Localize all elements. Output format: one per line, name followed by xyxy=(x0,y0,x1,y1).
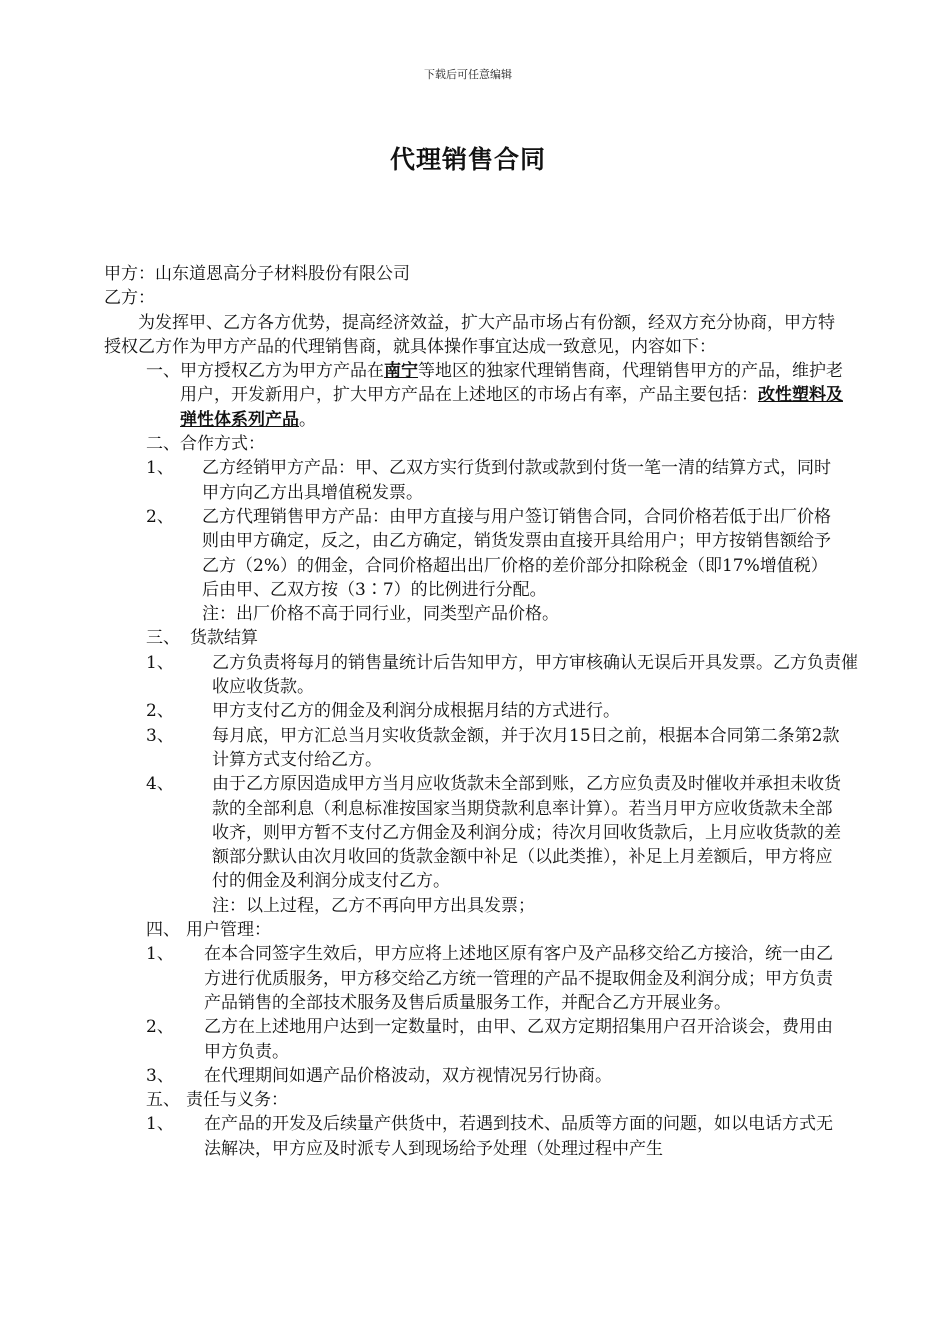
section-1-num: 一、 xyxy=(146,361,180,382)
section-2-heading: 二、合作方式： xyxy=(146,434,265,455)
section-1-region: 南宁 xyxy=(384,361,418,382)
item-text: 乙方在上述地用户达到一定数量时，由甲、乙双方定期招集用户召开洽谈会，费用由甲方负责。 xyxy=(204,1017,833,1062)
contract-body xyxy=(104,262,858,1161)
section-3-item-4 xyxy=(146,772,844,893)
item-num: 1、 xyxy=(146,1114,174,1135)
section-3-item-1 xyxy=(146,651,861,700)
section-3-title: 货款结算 xyxy=(190,628,258,649)
item-text: 甲方支付乙方的佣金及利润分成根据月结的方式进行。 xyxy=(212,701,620,722)
item-text: 乙方经销甲方产品：甲、乙双方实行货到付款或款到付货一笔一清的结算方式，同时甲方向乙方出具增值税发票。 xyxy=(202,458,831,503)
section-3-item-2 xyxy=(146,699,844,723)
item-text: 由于乙方原因造成甲方当月应收货款未全部到账，乙方应负责及时催收并承担未收货款的全部利息（利息标准按国家当期贷款利息率计算）。若当月甲方应收货款未全部收齐，则甲方暂不支付乙方佣金及利润分成；待次月回收货款后，上月应收货款的差额部分默认由次月收回的货款金额中补足（以此类推），补足上月差额后，甲方将应付的佣金及利润分成支付乙方。 xyxy=(212,774,841,892)
item-text: 在本合同签字生效后，甲方应将上述地区原有客户及产品移交给乙方接洽，统一由乙方进行优质服务，甲方移交给乙方统一管理的产品不提取佣金及利润分成；甲方负责产品销售的全部技术服务及售后质量服务工作，并配合乙方开展业务。 xyxy=(204,944,833,1013)
item-text: 在代理期间如遇产品价格波动，双方视情况另行协商。 xyxy=(204,1065,612,1086)
section-5-num: 五、 xyxy=(146,1090,180,1111)
item-num: 3、 xyxy=(146,725,174,746)
section-1-post: 。 xyxy=(299,409,316,430)
item-num: 1、 xyxy=(146,458,174,479)
section-4-title: 用户管理： xyxy=(186,920,271,941)
section-2-item-1 xyxy=(146,456,844,505)
party-a: 甲方：山东道恩高分子材料股份有限公司 xyxy=(104,264,410,284)
party-b: 乙方： xyxy=(104,288,155,309)
section-3-num: 三、 xyxy=(146,628,180,649)
section-3-note: 注：以上过程，乙方不再向甲方出具发票； xyxy=(212,895,535,916)
document-title: 代理销售合同 xyxy=(389,145,546,174)
section-5-item-1 xyxy=(146,1112,844,1161)
section-3-item-3 xyxy=(146,724,844,773)
header-watermark: 下载后可任意编辑 xyxy=(424,68,512,81)
item-text: 乙方负责将每月的销售量统计后告知甲方，甲方审核确认无误后开具发票。乙方负责催收应收货款。 xyxy=(212,652,858,698)
section-4-item-2 xyxy=(146,1015,844,1064)
section-4-item-3 xyxy=(146,1064,844,1088)
intro-paragraph: 为发挥甲、乙方各方优势，提高经济效益，扩大产品市场占有份额，经双方充分协商，甲方特授权乙方作为甲方产品的代理销售商，就具体操作事宜达成一致意见，内容如下： xyxy=(104,312,835,357)
section-1-products: 改性塑料及弹性体系列产品 xyxy=(180,385,843,430)
section-5-heading xyxy=(146,1088,844,1112)
section-5-title: 责任与义务： xyxy=(186,1090,288,1111)
item-num: 2、 xyxy=(146,506,174,527)
item-num: 1、 xyxy=(146,944,174,965)
item-text: 在产品的开发及后续量产供货中，若遇到技术、品质等方面的问题，如以电话方式无法解决，甲方应及时派专人到现场给予处理（处理过程中产生 xyxy=(204,1114,833,1159)
item-text: 乙方代理销售甲方产品：由甲方直接与用户签订销售合同，合同价格若低于出厂价格则由甲方确定，反之，由乙方确定，销货发票由直接开具给用户；甲方按销售额给予乙方（2%）的佣金，合同价格超出出厂价格的差价部分扣除税金（即17%增值税）后由甲、乙双方按（3∶7）的比例进行分配。 xyxy=(202,506,831,600)
section-3-heading xyxy=(146,626,844,650)
section-4-heading xyxy=(146,918,844,942)
item-num: 2、 xyxy=(146,701,174,722)
item-num: 3、 xyxy=(146,1065,174,1086)
item-num: 4、 xyxy=(146,774,174,795)
section-1 xyxy=(146,359,844,432)
section-2-item-2 xyxy=(146,505,844,602)
item-text: 每月底，甲方汇总当月实收货款金额，并于次月15日之前，根据本合同第二条第2款计算方式支付给乙方。 xyxy=(212,725,840,770)
section-1-pre: 甲方授权乙方为甲方产品在 xyxy=(180,361,384,382)
section-2-note: 注：出厂价格不高于同行业，同类型产品价格。 xyxy=(202,604,559,625)
item-num: 2、 xyxy=(146,1017,174,1038)
section-4-num: 四、 xyxy=(146,920,180,941)
section-4-item-1 xyxy=(146,942,844,1015)
section-1-mid: 等地区的独家代理销售商，代理销售甲方的产品，维护老用户，开发新用户，扩大甲方产品在上述地区的市场占有率，产品主要包括： xyxy=(180,361,843,406)
item-num: 1、 xyxy=(146,652,174,673)
